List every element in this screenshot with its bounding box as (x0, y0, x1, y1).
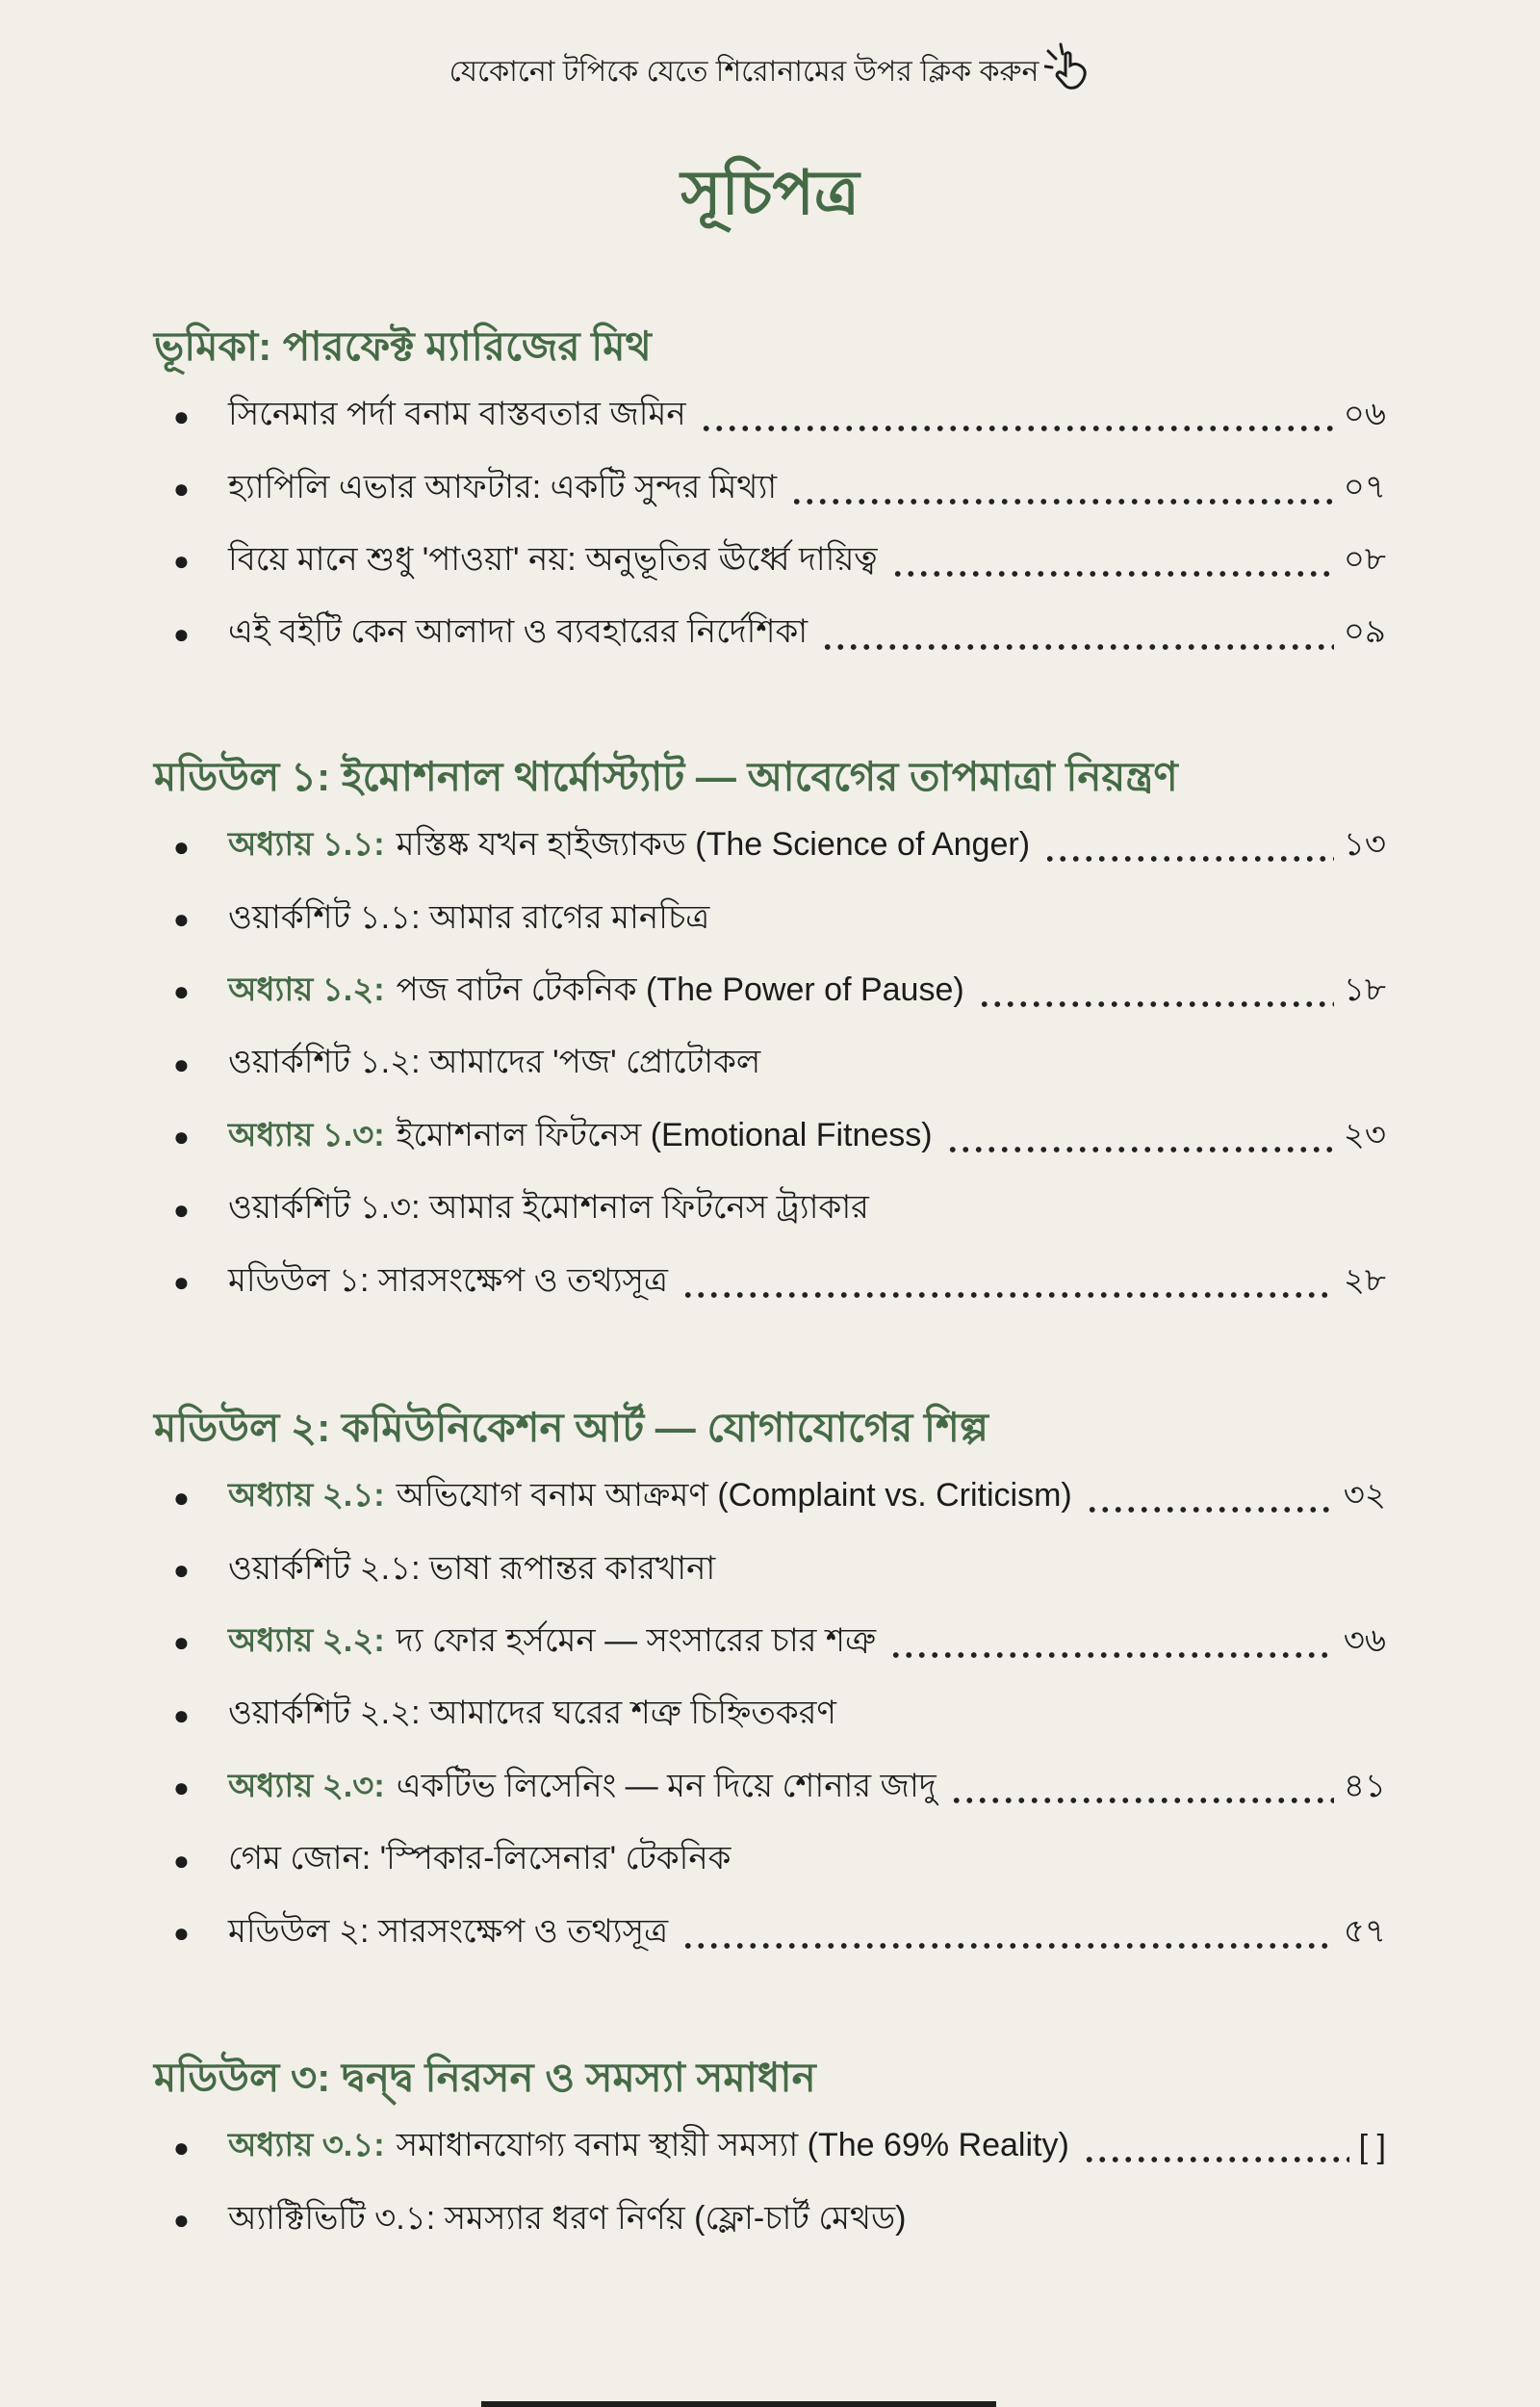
section-items (154, 380, 1386, 671)
toc-entry[interactable] (154, 1607, 1386, 1679)
entry-chapter-prefix[interactable]: অধ্যায় ২.১: (228, 1477, 385, 1514)
entry-page-number: ২৮ (1343, 1261, 1386, 1299)
bullet-icon: ● (173, 1267, 190, 1298)
entry-label[interactable]: বিয়ে মানে শুধু 'পাওয়া' নয়: অনুভূতির ঊর্ধ্বে দায়িত্ব (228, 540, 878, 578)
toc-entry[interactable] (154, 1534, 1386, 1606)
dot-leader (790, 453, 1334, 525)
dot-leader (978, 956, 1334, 1028)
page-bottom-divider (481, 2401, 996, 2407)
bullet-icon: ● (173, 904, 190, 935)
entry-label[interactable]: ইমোশনাল ফিটনেস (Emotional Fitness) (396, 1116, 933, 1153)
dot-leader (889, 1607, 1334, 1679)
entry-label[interactable]: অভিযোগ বনাম আক্রমণ (Complaint vs. Criticism) (396, 1477, 1072, 1514)
toc-entry[interactable] (154, 526, 1386, 598)
bullet-icon: ● (173, 401, 190, 431)
toc-entry[interactable] (154, 1825, 1386, 1897)
entry-page-number: ০৮ (1343, 540, 1386, 578)
entry-label[interactable]: দ্য ফোর হর্সমেন — সংসারের চার শত্রু (396, 1621, 877, 1659)
entry-chapter-prefix[interactable]: অধ্যায় ২.২: (228, 1621, 385, 1659)
toc-entry[interactable] (154, 1897, 1386, 1969)
entry-label[interactable]: হ্যাপিলি এভার আফটার: একটি সুন্দর মিথ্যা (228, 468, 778, 505)
entry-page-number: ০৭ (1343, 468, 1386, 505)
entry-label[interactable]: মস্তিষ্ক যখন হাইজ্যাকড (The Science of Anger) (396, 826, 1031, 864)
dot-leader (681, 1897, 1334, 1969)
entry-label[interactable]: মডিউল ২: সারসংক্ষেপ ও তথ্যসূত্র (228, 1912, 669, 1950)
dot-leader (1086, 1462, 1334, 1534)
bullet-icon: ● (173, 1845, 190, 1876)
entry-page-number: ৫৭ (1343, 1912, 1386, 1950)
entry-label[interactable]: একটিভ লিসেনিং — মন দিয়ে শোনার জাদু (396, 1767, 937, 1804)
click-hint-text: যেকোনো টপিকে যেতে শিরোনামের উপর ক্লিক করুন (449, 56, 1040, 88)
section-items (154, 2111, 1386, 2257)
section-heading[interactable]: মডিউল ৩: দ্বন্দ্ব নিরসন ও সমস্যা সমাধান (154, 2055, 816, 2100)
bullet-icon: ● (173, 2205, 190, 2236)
bullet-icon: ● (173, 1627, 190, 1658)
toc-entry[interactable] (154, 1028, 1386, 1100)
dot-leader (946, 1101, 1334, 1174)
toc-entry[interactable] (154, 1679, 1386, 1751)
entry-page-number: ০৯ (1343, 613, 1386, 651)
entry-chapter-prefix[interactable]: অধ্যায় ১.৩: (228, 1116, 385, 1153)
entry-page-number: ৪১ (1343, 1767, 1386, 1804)
entry-page-number: ১৮ (1343, 971, 1386, 1008)
entry-page-number: ৩২ (1343, 1477, 1386, 1514)
entry-label[interactable]: সিনেমার পর্দা বনাম বাস্তবতার জমিন (228, 396, 686, 433)
toc-entry[interactable] (154, 956, 1386, 1028)
click-hint-note (0, 42, 1540, 105)
toc-entry[interactable] (154, 1462, 1386, 1534)
bullet-icon: ● (173, 474, 190, 505)
bullet-icon: ● (173, 2132, 190, 2162)
page-title: সূচিপত্র (680, 158, 860, 227)
toc-entry[interactable] (154, 1174, 1386, 1246)
entry-label[interactable]: মডিউল ১: সারসংক্ষেপ ও তথ্যসূত্র (228, 1261, 669, 1299)
bullet-icon: ● (173, 1194, 190, 1225)
entry-page-number: ১৩ (1343, 826, 1386, 864)
entry-chapter-prefix[interactable]: অধ্যায় ১.২: (228, 971, 385, 1008)
section-items (154, 1462, 1386, 1970)
section-items (154, 811, 1386, 1319)
entry-label[interactable]: ওয়ার্কশিট ১.১: আমার রাগের মানচিত্র (228, 898, 710, 936)
bullet-icon: ● (173, 976, 190, 1007)
bullet-icon: ● (173, 831, 190, 862)
entry-label[interactable]: ওয়ার্কশিট ১.২: আমাদের 'পজ' প্রোটোকল (228, 1044, 761, 1081)
dot-leader (681, 1246, 1334, 1318)
bullet-icon: ● (173, 618, 190, 649)
toc-entry[interactable] (154, 1101, 1386, 1174)
entry-label[interactable]: গেম জোন: 'স্পিকার-লিসেনার' টেকনিক (228, 1840, 732, 1877)
entry-page-number: ০৬ (1343, 396, 1386, 433)
entry-page-number: ৩৬ (1343, 1621, 1386, 1659)
toc-entry[interactable] (154, 883, 1386, 955)
toc-entry[interactable] (154, 2111, 1386, 2184)
entry-page-number: [ ] (1358, 2129, 1386, 2166)
bullet-icon: ● (173, 1048, 190, 1079)
entry-chapter-prefix[interactable]: অধ্যায় ১.১: (228, 826, 385, 864)
bullet-icon: ● (173, 546, 190, 577)
dot-leader (950, 1752, 1334, 1825)
entry-label[interactable]: এই বইটি কেন আলাদা ও ব্যবহারের নির্দেশিকা (228, 613, 808, 651)
toc-entry[interactable] (154, 811, 1386, 883)
entry-label[interactable]: ওয়ার্কশিট ২.২: আমাদের ঘরের শত্রু চিহ্নিতকরণ (228, 1695, 836, 1732)
entry-label[interactable]: ওয়ার্কশিট ২.১: ভাষা রূপান্তর কারখানা (228, 1549, 716, 1587)
dot-leader (1043, 811, 1334, 883)
bullet-icon: ● (173, 1699, 190, 1730)
entry-label[interactable]: ওয়ার্কশিট ১.৩: আমার ইমোশনাল ফিটনেস ট্র্যাকার (228, 1189, 869, 1227)
toc-entry[interactable] (154, 598, 1386, 670)
dot-leader (891, 526, 1334, 598)
entry-label[interactable]: অ্যাক্টিভিটি ৩.১: সমস্যার ধরণ নির্ণয় (ফ্লো-চার্ট মেথড) (228, 2199, 907, 2237)
section-heading[interactable]: মডিউল ২: কমিউনিকেশন আর্ট — যোগাযোগের শিল্প (154, 1405, 988, 1450)
dot-leader (700, 380, 1334, 453)
entry-label[interactable]: পজ বাটন টেকনিক (The Power of Pause) (396, 971, 964, 1008)
toc-section (154, 1401, 1386, 1970)
entry-chapter-prefix[interactable]: অধ্যায় ৩.১: (228, 2127, 385, 2164)
section-heading[interactable]: মডিউল ১: ইমোশনাল থার্মোস্ট্যাট — আবেগের তাপমাত্রা নিয়ন্ত্রণ (154, 754, 1178, 799)
toc-entry[interactable] (154, 380, 1386, 453)
entry-page-number: ২৩ (1343, 1116, 1386, 1153)
toc-section (154, 2051, 1386, 2257)
toc-entry[interactable] (154, 453, 1386, 525)
toc-entry[interactable] (154, 1246, 1386, 1318)
dot-leader (821, 598, 1334, 670)
hand-click-icon (1044, 42, 1091, 105)
entry-label[interactable]: সমাধানযোগ্য বনাম স্থায়ী সমস্যা (The 69% Reality) (396, 2127, 1069, 2164)
dot-leader (1083, 2111, 1349, 2184)
bullet-icon: ● (173, 1555, 190, 1586)
section-heading[interactable]: ভূমিকা: পারফেক্ট ম্যারিজের মিথ (154, 324, 652, 369)
toc-section (154, 750, 1386, 1319)
bullet-icon: ● (173, 1773, 190, 1803)
bullet-icon: ● (173, 1122, 190, 1152)
toc-section (154, 320, 1386, 671)
entry-chapter-prefix[interactable]: অধ্যায় ২.৩: (228, 1767, 385, 1804)
bullet-icon: ● (173, 1918, 190, 1949)
bullet-icon: ● (173, 1482, 190, 1513)
toc-entry[interactable] (154, 2184, 1386, 2256)
toc-entry[interactable] (154, 1752, 1386, 1825)
